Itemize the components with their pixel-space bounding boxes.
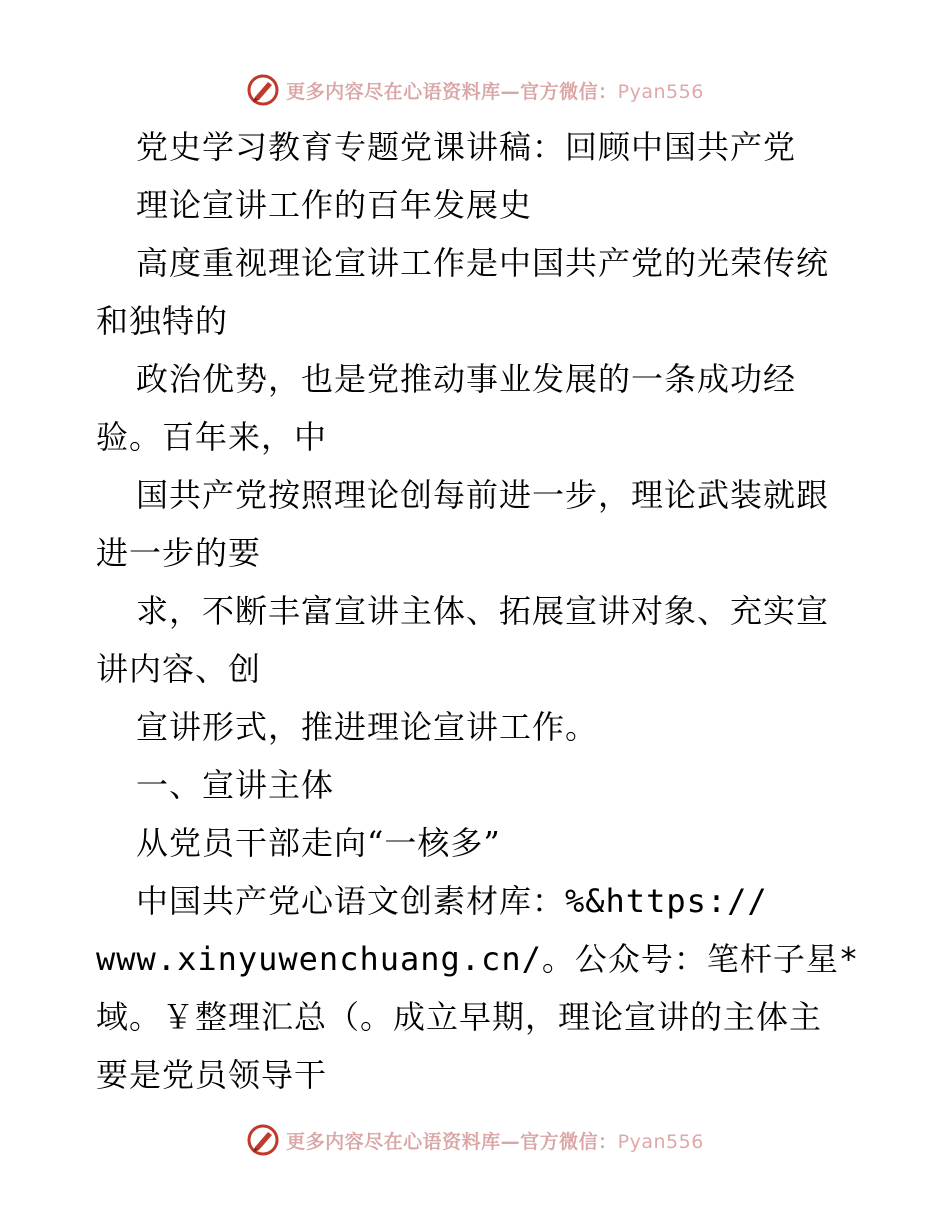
paragraph-line: 高度重视理论宣讲工作是中国共产党的光荣传统 <box>136 244 830 282</box>
header-banner-text <box>286 77 704 104</box>
header-banner-wechat-id: Pyan556 <box>617 80 704 103</box>
header-banner-label: 更多内容尽在心语资料库—官方微信： <box>286 80 618 103</box>
doc-title-line-1: 党史学习教育专题党课讲稿：回顾中国共产党 <box>136 128 797 166</box>
paragraph-line: 和独特的 <box>96 302 229 340</box>
document-body <box>96 118 860 1104</box>
paragraph-line: 进一步的要 <box>96 534 262 572</box>
header-banner <box>0 70 950 110</box>
footer-banner-label: 更多内容尽在心语资料库—官方微信： <box>286 1130 618 1153</box>
paragraph-line: 中国共产党心语文创素材库：%&https:// <box>136 882 768 920</box>
paragraph-line: 验。百年来，中 <box>96 418 328 456</box>
doc-title-line-2: 理论宣讲工作的百年发展史 <box>136 186 533 224</box>
footer-banner <box>0 1120 950 1160</box>
paragraph-line: 宣讲形式，推进理论宣讲工作。 <box>136 708 599 746</box>
footer-banner-wechat-id: Pyan556 <box>617 1130 704 1153</box>
section-heading: 一、宣讲主体 <box>136 766 335 804</box>
red-pen-seal-logo <box>246 73 280 107</box>
paragraph-line: 国共产党按照理论创每前进一步，理论武装就跟 <box>136 476 830 514</box>
paragraph-line: 域。￥整理汇总（。成立早期，理论宣讲的主体主 <box>96 998 823 1036</box>
paragraph-line: 要是党员领导干 <box>96 1056 328 1094</box>
paragraph-line: 讲内容、创 <box>96 650 262 688</box>
paragraph-line: 求，不断丰富宣讲主体、拓展宣讲对象、充实宣 <box>136 592 830 630</box>
red-pen-seal-logo <box>246 1123 280 1157</box>
subsection-heading: 从党员干部走向“一核多” <box>136 824 501 862</box>
footer-banner-text <box>286 1127 704 1154</box>
paragraph-line: 政治优势，也是党推动事业发展的一条成功经 <box>136 360 797 398</box>
paragraph-line: www.xinyuwenchuang.cn/。公众号：笔杆子星* <box>96 940 860 978</box>
